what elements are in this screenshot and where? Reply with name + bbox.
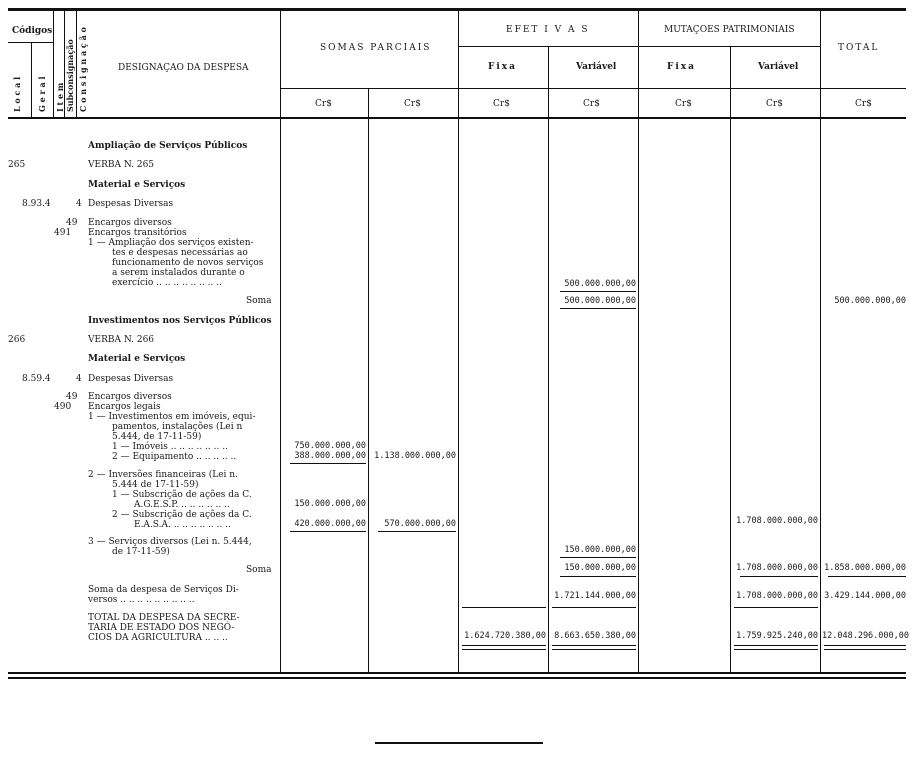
verba266-code: 266 bbox=[8, 335, 26, 345]
inv1-equip: 2 — Equipamento .. .. .. .. .. bbox=[112, 452, 237, 462]
code-4a: 4 bbox=[76, 199, 82, 209]
total-mutacoes: 1.759.925.240,00 bbox=[736, 631, 818, 641]
rule-total-c1 bbox=[734, 645, 818, 646]
rule-total-a2 bbox=[462, 649, 546, 650]
item1-line3: funcionamento de novos serviços bbox=[112, 258, 264, 268]
inv2-line2: 5.444 de 17-11-59) bbox=[112, 480, 199, 490]
encargos-legais: Encargos legais bbox=[88, 402, 161, 412]
rule-total-d2 bbox=[824, 649, 906, 650]
soma-total-2: 1.858.000.000,00 bbox=[824, 563, 906, 573]
efetivas-fixa-header: Fixa bbox=[488, 62, 518, 72]
code-8934: 8.93.4 bbox=[22, 199, 51, 209]
currency-mutacoes-fixa: Cr$ bbox=[675, 99, 692, 109]
rule-total-a1 bbox=[462, 645, 546, 646]
consignacao-header: C o n s i g n a ç ã o bbox=[78, 27, 88, 112]
inv3-value: 150.000.000,00 bbox=[564, 545, 636, 555]
efetivas-underline bbox=[458, 46, 820, 47]
subconsignacao-header: Subconsignação bbox=[65, 39, 75, 112]
col-line-efetivas-mid bbox=[548, 46, 549, 673]
inv2-sub1-b: A.G.E.S.P. .. .. .. .. .. .. bbox=[134, 500, 230, 510]
col-line-designacao bbox=[280, 11, 281, 673]
soma-label-1: Soma bbox=[246, 296, 272, 306]
code-49a: 49 bbox=[66, 218, 78, 228]
soma-variavel-1: 500.000.000,00 bbox=[564, 296, 636, 306]
soma-servicos-variavel: 1.721.144.000,00 bbox=[554, 591, 636, 601]
rule-soma2-a bbox=[560, 576, 636, 577]
efetivas-variavel-header: Variável bbox=[576, 62, 617, 72]
item-header: I t e m bbox=[55, 82, 65, 112]
bottom-rule-2 bbox=[8, 677, 906, 679]
code-490: 490 bbox=[54, 402, 72, 412]
col-line-efetivas bbox=[458, 11, 459, 673]
item1-line2: tes e despesas necessárias ao bbox=[112, 248, 248, 258]
code-8594: 8.59.4 bbox=[22, 374, 51, 384]
col-line-geral bbox=[31, 42, 32, 117]
rule-item1 bbox=[560, 291, 636, 292]
codigos-header: Códigos bbox=[12, 26, 53, 36]
encargos-transitorios: Encargos transitórios bbox=[88, 228, 187, 238]
verba265-label: VERBA N. 265 bbox=[88, 160, 155, 170]
item1-line5: exercício .. .. .. .. .. .. .. .. bbox=[112, 278, 222, 288]
col-line-total bbox=[820, 11, 821, 673]
code-4b: 4 bbox=[76, 374, 82, 384]
currency-total: Cr$ bbox=[855, 99, 872, 109]
inv1-line1: 1 — Investimentos em imóveis, equi- bbox=[88, 412, 256, 422]
rule-serv-b bbox=[552, 607, 636, 608]
rule-serv-a bbox=[462, 607, 546, 608]
designacao-header: DESIGNAÇAO DA DESPESA bbox=[118, 63, 249, 73]
inv2-sub2-a: 2 — Subscrição de ações da C. bbox=[112, 510, 252, 520]
soma-servicos-mutacoes: 1.708.000.000,00 bbox=[736, 591, 818, 601]
soma-variavel-2: 150.000.000,00 bbox=[564, 563, 636, 573]
despesas-diversas-2: Despesas Diversas bbox=[88, 374, 174, 384]
top-rule bbox=[8, 8, 906, 11]
item1-value: 500.000.000,00 bbox=[564, 279, 636, 289]
inv1-imoveis: 1 — Imóveis .. .. .. .. .. .. .. bbox=[112, 442, 228, 452]
col-line-cons bbox=[76, 11, 77, 117]
rule-total-d1 bbox=[824, 645, 906, 646]
header-bottom-rule bbox=[8, 117, 906, 119]
col-line-mutacoes-mid bbox=[730, 46, 731, 673]
total-line2: TARIA DE ESTADO DOS NEGÓ- bbox=[88, 623, 235, 633]
soma-servicos-line2: versos .. .. .. .. .. .. .. .. .. bbox=[88, 595, 195, 605]
col-line-item bbox=[53, 11, 54, 117]
total-line3: CIOS DA AGRICULTURA .. .. .. bbox=[88, 633, 228, 643]
inv1-soma: 1.138.000.000,00 bbox=[374, 451, 456, 461]
rule-soma2-b bbox=[740, 576, 818, 577]
material-servicos-1: Material e Serviços bbox=[88, 180, 186, 190]
soma-mutacoes-2: 1.708.000.000,00 bbox=[736, 563, 818, 573]
inv2-sub2-value: 420.000.000,00 bbox=[294, 519, 366, 529]
inv1-line2: pamentos, instalações (Lei n bbox=[112, 422, 243, 432]
footer-rule bbox=[375, 742, 543, 744]
col-line-somas-mid bbox=[368, 88, 369, 673]
currency-somas-2: Cr$ bbox=[404, 99, 421, 109]
soma-servicos-line1: Soma da despesa de Serviços Di- bbox=[88, 585, 239, 595]
despesas-diversas-1: Despesas Diversas bbox=[88, 199, 174, 209]
rule-inv1 bbox=[290, 463, 366, 464]
mutacoes-variavel-header: Variável bbox=[758, 62, 799, 72]
mutacoes-value: 1.708.000.000,00 bbox=[736, 516, 818, 526]
inv3-line2: de 17-11-59) bbox=[112, 547, 170, 557]
material-servicos-2: Material e Serviços bbox=[88, 354, 186, 364]
code-49b: 49 bbox=[66, 392, 78, 402]
item1-line1: 1 — Ampliação dos serviços existen- bbox=[88, 238, 254, 248]
rule-total-c2 bbox=[734, 649, 818, 650]
investimentos-title: Investimentos nos Serviços Públicos bbox=[88, 316, 272, 326]
rule-total-b1 bbox=[552, 645, 636, 646]
verba265-code: 265 bbox=[8, 160, 26, 170]
rule-inv2-b bbox=[378, 531, 456, 532]
rule-soma1 bbox=[560, 308, 636, 309]
soma-total-1: 500.000.000,00 bbox=[834, 296, 906, 306]
mutacoes-fixa-header: Fixa bbox=[667, 62, 697, 72]
currency-efetivas-fixa: Cr$ bbox=[493, 99, 510, 109]
somas-parciais-header: SOMAS PARCIAIS bbox=[320, 43, 432, 53]
inv1-equip-value: 388.000.000,00 bbox=[294, 451, 366, 461]
currency-mutacoes-variavel: Cr$ bbox=[766, 99, 783, 109]
rule-soma2-c bbox=[828, 576, 906, 577]
rule-total-b2 bbox=[552, 649, 636, 650]
currency-row-rule bbox=[280, 88, 906, 89]
item1-line4: a serem instalados durante o bbox=[112, 268, 245, 278]
encargos-diversos-1: Encargos diversos bbox=[88, 218, 172, 228]
total-fixa: 1.624.720.380,00 bbox=[464, 631, 546, 641]
soma-label-2: Soma bbox=[246, 565, 272, 575]
mutacoes-header: MUTAÇOES PATRIMONIAIS bbox=[664, 25, 795, 35]
inv2-sub1-value: 150.000.000,00 bbox=[294, 499, 366, 509]
total-variavel: 8.663.650.380,00 bbox=[554, 631, 636, 641]
inv2-sub2-b: E.A.S.A. .. .. .. .. .. .. .. bbox=[134, 520, 231, 530]
total-line1: TOTAL DA DESPESA DA SECRE- bbox=[88, 613, 240, 623]
currency-somas-1: Cr$ bbox=[315, 99, 332, 109]
total-total: 12.048.296.000,00 bbox=[822, 631, 909, 641]
soma-servicos-total: 3.429.144.000,00 bbox=[824, 591, 906, 601]
rule-inv3 bbox=[560, 557, 636, 558]
efetivas-header: EFET I V A S bbox=[506, 25, 590, 35]
code-491: 491 bbox=[54, 228, 72, 238]
local-header: L o c a l bbox=[12, 76, 22, 112]
geral-header: G e r a l bbox=[37, 76, 47, 112]
ampliacao-title: Ampliação de Serviços Públicos bbox=[88, 141, 248, 151]
bottom-rule-1 bbox=[8, 672, 906, 674]
rule-inv2-a bbox=[290, 531, 366, 532]
total-header: TOTAL bbox=[838, 43, 880, 53]
verba266-label: VERBA N. 266 bbox=[88, 335, 155, 345]
inv1-imoveis-value: 750.000.000,00 bbox=[294, 441, 366, 451]
inv1-line3: 5.444, de 17-11-59) bbox=[112, 432, 202, 442]
inv2-line1: 2 — Inversões financeiras (Lei n. bbox=[88, 470, 238, 480]
currency-efetivas-variavel: Cr$ bbox=[583, 99, 600, 109]
inv3-line1: 3 — Serviços diversos (Lei n. 5.444, bbox=[88, 537, 252, 547]
rule-serv-c bbox=[734, 607, 818, 608]
encargos-diversos-2: Encargos diversos bbox=[88, 392, 172, 402]
inv2-sub1-a: 1 — Subscrição de ações da C. bbox=[112, 490, 252, 500]
col-line-mutacoes bbox=[638, 11, 639, 673]
inv2-soma: 570.000.000,00 bbox=[384, 519, 456, 529]
